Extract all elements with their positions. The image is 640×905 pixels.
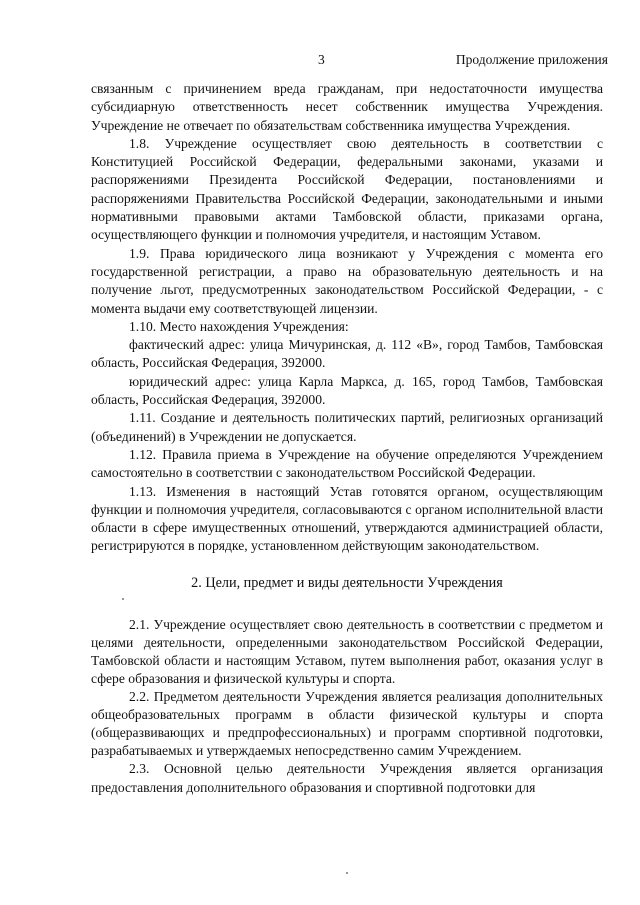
scan-speck	[122, 598, 124, 600]
page-number: 3	[318, 52, 325, 67]
page-header	[0, 52, 640, 72]
paragraph-1-9: 1.9. Права юридического лица возникают у Учреждения с момента его государственной регистрации, а право на образовательную деятельность и на получение льгот, предусмотренных законодательством Российской Федерации, - с момента выдачи ему соответствующей лицензии.	[91, 245, 603, 316]
continuation-note: Продолжение приложения	[455, 52, 608, 67]
paragraph-liability-continued: связанным с причинением вреда гражданам, при недостаточности имущества субсидиарную ответственность несет собственник имущества Учреждения. Учреждение не отвечает по обязательствам собственника имущества Учреждения.	[91, 81, 603, 133]
document-body	[91, 80, 603, 797]
paragraph-1-8: 1.8. Учреждение осуществляет свою деятельность в соответствии с Конституцией Российской Федерации, федеральными законами, указами и распоряжениями Президента Российской Федерации, постановлениями и распоряжениями Правительства Российской Федерации, законодательными и иными нормативными правовыми актами Тамбовской области, приказами органа, осуществляющего функции и полномочия учредителя, и настоящим Уставом.	[91, 135, 603, 243]
paragraph-1-10: 1.10. Место нахождения Учреждения:	[129, 318, 349, 334]
paragraph-2-1: 2.1. Учреждение осуществляет свою деятельность в соответствии с предметом и целями деятельности, определенными законодательством Российской Федерации, Тамбовской области и настоящим Уставом, путем выполнения работ, оказания услуг в сфере образования и физической культуры и спорта.	[91, 616, 603, 686]
paragraph-1-12: 1.12. Правила приема в Учреждение на обучение определяются Учреждением самостоятельно в соответствии с законодательством Российской Федерации.	[91, 446, 603, 481]
paragraph-1-13: 1.13. Изменения в настоящий Устав готовятся органом, осуществляющим функции и полномочия учредителя, согласовываются с органом исполнительной власти области в сфере имущественных отношений, утверждаются администрацией области, регистрируются в порядке, установленном действующим законодательством.	[91, 483, 603, 554]
paragraph-2-2: 2.2. Предметом деятельности Учреждения является реализация дополнительных общеобразовательных программ в области физической культуры и спорта (общеразвивающих и предпрофессиональных) и программ спортивной подготовки, разрабатываемых и утверждаемых непосредственно самим Учреждением.	[91, 689, 603, 759]
scan-speck	[346, 872, 348, 874]
paragraph-1-11: 1.11. Создание и деятельность политических партий, религиозных организаций (объединений) в Учреждении не допускается.	[91, 410, 603, 444]
section-2-title: 2. Цели, предмет и виды деятельности Учреждения	[191, 574, 503, 591]
legal-address: юридический адрес: улица Карла Маркса, д. 165, город Тамбов, Тамбовская область, Российская Федерация, 392000.	[91, 373, 603, 408]
actual-address: фактический адрес: улица Мичуринская, д. 112 «В», город Тамбов, Тамбовская область, Российская Федерация, 392000.	[91, 337, 603, 371]
paragraph-2-3: 2.3. Основной целью деятельности Учреждения является организация предоставления дополнительного образования и спортивной подготовки для	[91, 761, 603, 795]
